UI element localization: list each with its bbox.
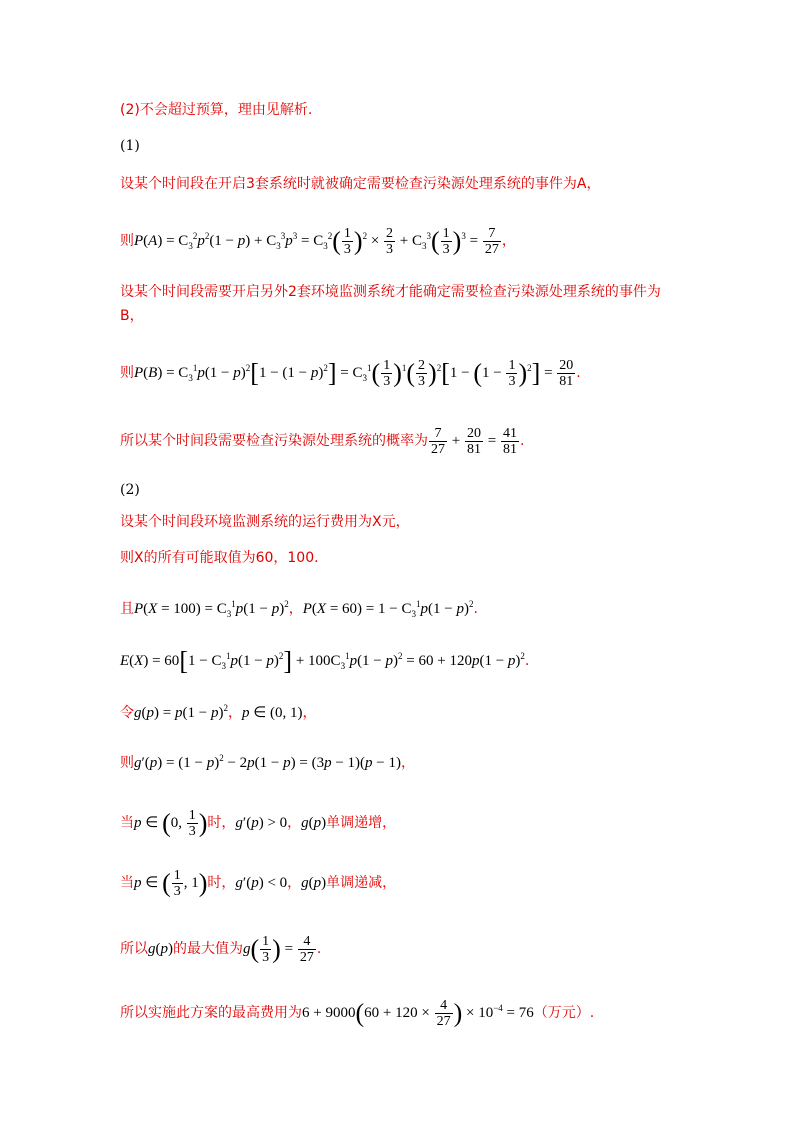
max-cost xyxy=(120,998,740,1029)
decreasing-interval xyxy=(120,868,740,899)
text: B， xyxy=(120,308,144,324)
text: 单调递增， xyxy=(326,814,397,831)
text: 的最大值为 xyxy=(173,940,243,957)
text: 则 xyxy=(120,755,134,771)
formula: $g'(p) = (1 - p)^2 - 2p(1 - p) = (3p - 1)(p - 1)$ xyxy=(134,753,402,771)
text: 时， xyxy=(207,874,236,891)
part-2-label xyxy=(120,480,740,500)
formula: $g(p) = p(1 - p)^2$ xyxy=(134,703,228,721)
text: ， xyxy=(287,874,302,891)
text: 令 xyxy=(120,705,134,721)
formula: g(p) xyxy=(148,940,173,957)
cost-definition xyxy=(120,512,740,532)
formula: g(p) xyxy=(301,814,327,831)
total-probability xyxy=(120,426,740,457)
formula: $P(X = 60) = 1 - C_3^1p(1 - p)^2$ xyxy=(302,599,474,619)
text: . xyxy=(576,365,581,381)
formula: $P(X = 100) = C_3^1p(1 - p)^2$ xyxy=(134,599,289,619)
text: 单调递减， xyxy=(326,874,397,891)
event-b-definition xyxy=(120,282,740,302)
formula: g′(p) < 0 xyxy=(235,874,288,891)
g-definition xyxy=(120,698,740,723)
text: 则X的所有可能取值为60，100. xyxy=(120,550,319,566)
cost-values xyxy=(120,548,740,568)
text: ， xyxy=(288,601,303,617)
formula: 6 + 9000(60 + 120 × $\frac{4}{27}$ ) × $10^{-4} = 76$ xyxy=(302,998,534,1030)
formula: $P(B) = C_3^1p(1 - p)^2[1 - (1 - p)^2] = C_3^1$( $\frac{1}{3}$ )$^1$( $\frac{2}{3}$ )$^2$[1 − (1 − $\frac{1}{3}$ )$^2$] = $\frac{20}{81}$ xyxy=(134,358,574,390)
text: 所以实施此方案的最高费用为 xyxy=(120,1005,302,1021)
cost-probabilities xyxy=(120,594,740,624)
text: 时， xyxy=(207,814,236,831)
event-b-definition-cont xyxy=(120,306,740,326)
text: 设某个时间段环境监测系统的运行费用为X元， xyxy=(120,514,410,530)
formula: p ∈ (0, $\frac{1}{3}$ ) xyxy=(134,808,208,839)
part-1-label xyxy=(120,136,740,156)
formula: $P(A) = C_3^2p^2(1 - p) + C_3^3p^3 = C_3^2$( $\frac{1}{3}$ )$^2$ × $\frac{2}{3}$ + $C_3^3$( $\frac{1}{3}$ )$^3$ = $\frac{7}{27}$ xyxy=(134,226,499,258)
text: (2)不会超过预算，理由见解析. xyxy=(120,102,313,118)
text: 则 xyxy=(120,365,134,381)
formula: g( $\frac{1}{3}$ ) = $\frac{4}{27}$ xyxy=(243,934,314,965)
answer-summary xyxy=(120,100,740,120)
text: 设某个时间段需要开启另外2套环境监测系统才能确定需要检查污染源处理系统的事件为 xyxy=(120,284,661,300)
formula: $E(X) = 60[1 - C_3^1p(1 - p)^2] + 100C_3^1p(1 - p)^2 = 60 + 120p(1 - p)^2$ xyxy=(120,646,525,676)
formula: p ∈ (0, 1) xyxy=(241,705,303,721)
increasing-interval xyxy=(120,808,740,839)
text: . xyxy=(519,432,525,449)
event-a-definition xyxy=(120,174,740,194)
text: ， xyxy=(287,814,302,831)
text: . xyxy=(524,653,530,669)
text: 设某个时间段在开启3套系统时就被确定需要检查污染源处理系统的事件为A， xyxy=(120,176,601,192)
prob-a-formula xyxy=(120,226,740,257)
text: ， xyxy=(302,705,317,721)
text: . xyxy=(316,940,322,957)
text: . xyxy=(473,601,478,617)
text: ， xyxy=(227,705,242,721)
text: (2) xyxy=(120,482,140,498)
maximum-value xyxy=(120,934,740,965)
g-derivative xyxy=(120,748,740,773)
text: ， xyxy=(401,755,416,771)
text: 当 xyxy=(120,874,134,891)
text: 则 xyxy=(120,233,134,249)
text: 所以 xyxy=(120,940,148,957)
formula: g′(p) > 0 xyxy=(235,814,288,831)
text: 所以某个时间段需要检查污染源处理系统的概率为 xyxy=(120,432,428,449)
prob-b-formula xyxy=(120,358,740,389)
text: (1) xyxy=(120,138,140,154)
text: ， xyxy=(501,233,516,249)
formula: p ∈ ( $\frac{1}{3}$ , 1) xyxy=(134,868,208,899)
text: （万元）. xyxy=(533,1005,595,1021)
expectation-formula xyxy=(120,646,740,676)
text: 且 xyxy=(120,601,134,617)
formula: $\frac{7}{27}$ + $\frac{20}{81}$ = $\frac{41}{81}$ xyxy=(431,426,517,457)
text: 当 xyxy=(120,814,134,831)
formula: g(p) xyxy=(301,874,327,891)
